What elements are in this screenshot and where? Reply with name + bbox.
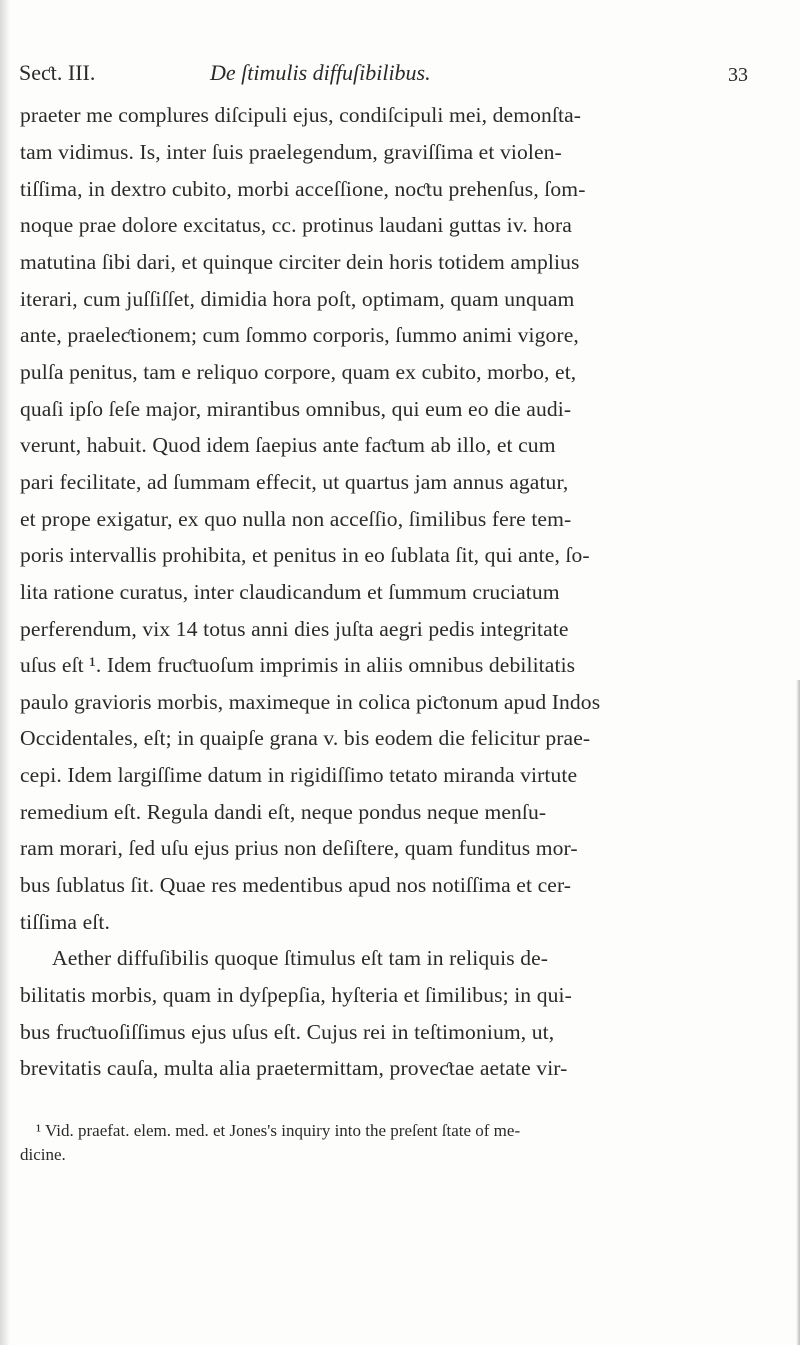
text-line: tam vidimus. Is, inter ſuis praelegendum, graviſſima et violen- (20, 140, 562, 164)
text-line: cepi. Idem largiſſime datum in rigidiſſimo tetato miranda virtute (20, 763, 578, 787)
text-line: bus ſublatus ſit. Quae res medentibus apud nos notiſſima et cer- (20, 873, 572, 897)
text-line: praeter me complures diſcipuli ejus, condiſcipuli mei, demonſta- (20, 103, 582, 127)
running-header (0, 58, 800, 98)
text-line: matutina ſibi dari, et quinque circiter dein horis totidem amplius (20, 250, 580, 274)
text-line: Occidentales, eſt; in quaipſe grana v. bis eodem die felicitur prae- (20, 726, 591, 750)
text-line: remedium eſt. Regula dandi eſt, neque pondus neque menſu- (20, 800, 547, 824)
text-line: tiſſima eſt. (20, 910, 110, 934)
text-line: tiſſima, in dextro cubito, morbi acceſſione, noƈtu prehenſus, ſom- (20, 177, 586, 201)
text-line: ante, praeleƈtionem; cum ſommo corporis, ſummo animi vigore, (20, 323, 579, 347)
text-line: iterari, cum juſſiſſet, dimidia hora poſt, optimam, quam unquam (20, 287, 575, 311)
paragraph-first-line: Aether diffuſibilis quoque ſtimulus eſt tam in reliquis de- (52, 946, 549, 970)
text-line: ram morari, ſed uſu ejus prius non deſiſtere, quam funditus mor- (20, 836, 578, 860)
text-line: brevitatis cauſa, multa alia praetermittam, proveƈtae aetate vir- (20, 1056, 568, 1080)
text-line: uſus eſt ¹. Idem fruƈtuoſum imprimis in aliis omnibus debilitatis (20, 653, 576, 677)
text-line: noque prae dolore excitatus, cc. protinus laudani guttas iv. hora (20, 213, 572, 237)
text-line: bus fruƈtuoſiſſimus ejus uſus eſt. Cujus rei in teſtimonium, ut, (20, 1020, 555, 1044)
text-line: paulo gravioris morbis, maximeque in colica piƈtonum apud Indos (20, 690, 601, 714)
text-line: lita ratione curatus, inter claudicandum et ſummum cruciatum (20, 580, 560, 604)
text-line: bilitatis morbis, quam in dyſpepſia, hyſteria et ſimilibus; in qui- (20, 983, 572, 1007)
page-number: 33 (728, 64, 748, 86)
text-line: quaſi ipſo ſeſe major, mirantibus omnibus, qui eum eo die audi- (20, 397, 572, 421)
text-line: verunt, habuit. Quod idem ſaepius ante faƈtum ab illo, et cum (20, 433, 556, 457)
page-gutter-shadow (0, 0, 10, 1345)
footnote-line: dicine. (20, 1145, 66, 1164)
section-label: Seƈt. III. (19, 60, 96, 85)
text-line: et prope exigatur, ex quo nulla non acceſſio, ſimilibus fere tem- (20, 507, 572, 531)
text-line: poris intervallis prohibita, et penitus in eo ſublata ſit, qui ante, ſo- (20, 543, 590, 567)
text-line: perferendum, vix 14 totus anni dies juſta aegri pedis integritate (20, 617, 569, 641)
running-title: De ſtimulis diffuſibilibus. (210, 60, 431, 85)
text-line: pulſa penitus, tam e reliquo corpore, quam ex cubito, morbo, et, (20, 360, 577, 384)
page-edge-shadow (796, 680, 800, 1345)
footnote-line: ¹ Vid. praefat. elem. med. et Jones's inquiry into the preſent ſtate of me- (36, 1121, 521, 1140)
text-line: pari fecilitate, ad ſummam effecit, ut quartus jam annus agatur, (20, 470, 569, 494)
